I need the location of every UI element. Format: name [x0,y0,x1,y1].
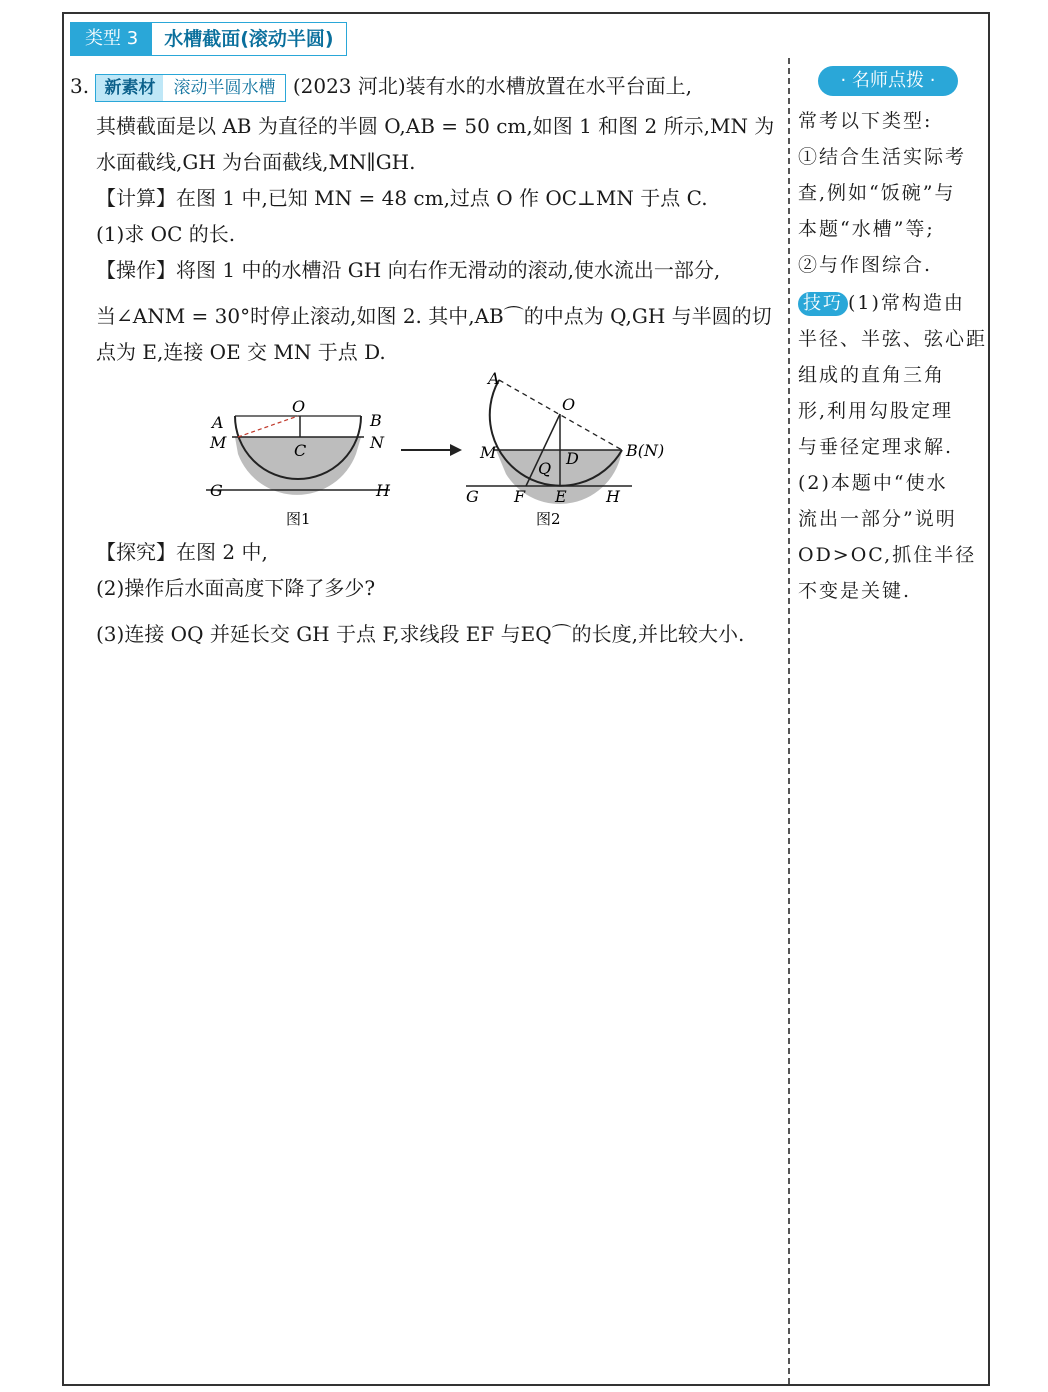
fig2-label-a: A [488,369,500,388]
problem-line-6: 【操作】将图 1 中的水槽沿 GH 向右作无滑动的滚动,使水流出一部分, [96,258,721,282]
sidebar-line-4: 本题“水槽”等; [798,218,935,240]
fig2-label-o: O [562,395,576,414]
type-label: 类型 3 [71,23,152,55]
sidebar-line-2: ①结合生活实际考 [798,146,967,168]
sidebar-tip-line-3: 组成的直角三角 [798,364,946,386]
fig2-label-m: M [480,443,497,462]
problem-line-5: (1)求 OC 的长. [96,222,236,246]
problem-line-11: (3)连接 OQ 并延长交 GH 于点 F,求线段 EF 与EQ⌒的长度,并比较大小. [96,622,745,646]
fig1-label-a: A [212,413,224,432]
material-badge [95,74,286,102]
problem-line-1: (2023 河北)装有水的水槽放置在水平台面上, [292,74,693,98]
figures [196,366,676,536]
sidebar-tip-line-8: OD>OC,抓住半径 [798,544,977,566]
problem-line-10: (2)操作后水面高度下降了多少? [96,576,376,600]
fig2-label-d: D [566,449,579,468]
fig1-label-g: G [210,481,223,500]
badge-new: 新素材 [96,75,163,101]
sidebar-tip-line-2: 半径、半弦、弦心距 [798,328,988,350]
problem-line-2: 其横截面是以 AB 为直径的半圆 O,AB = 50 cm,如图 1 和图 2 所示,MN 为 [96,114,775,138]
sidebar-line-3: 查,例如“饭碗”与 [798,182,956,204]
badge-topic: 滚动半圆水槽 [173,77,276,98]
sidebar-line-5: ②与作图综合. [798,254,933,276]
problem-line-9: 【探究】在图 2 中, [96,540,268,564]
arrow-icon [401,444,462,456]
sidebar-title: · 名师点拨 · [818,66,958,96]
problem-line-8: 点为 E,连接 OE 交 MN 于点 D. [96,340,386,364]
problem-line-7: 当∠ANM = 30°时停止滚动,如图 2. 其中,AB⌒的中点为 Q,GH 与半圆的切 [96,304,772,328]
fig1-label-c: C [294,441,307,460]
fig1-label-b: B [370,411,382,430]
problem-number: 3. [70,74,90,98]
fig2-label-e: E [555,487,567,506]
problem-line-4: 【计算】在图 1 中,已知 MN = 48 cm,过点 O 作 OC⊥MN 于点 C. [96,186,708,210]
sidebar-tip-line-5: 与垂径定理求解. [798,436,954,458]
problem-line-3: 水面截线,GH 为台面截线,MN∥GH. [96,150,416,174]
figure-1 [206,397,391,528]
fig1-label-o: O [292,397,306,416]
sidebar-tip-line-6: (2)本题中“使水 [798,472,948,494]
fig1-label-m: M [210,433,227,452]
sidebar-tip-line-7: 流出一部分”说明 [798,508,957,530]
fig1-label-n: N [370,433,384,452]
fig2-label-b: B(N) [626,441,665,460]
type-header [70,22,347,56]
type-title: 水槽截面(滚动半圆) [152,23,345,55]
sidebar-tip-line-1 [798,288,965,316]
fig1-dashed-om [238,416,298,437]
fig1-caption: 图1 [286,510,311,528]
column-divider [788,58,790,1384]
fig1-label-h: H [376,481,390,500]
fig2-label-q: Q [538,459,552,478]
sidebar-tip-line-9: 不变是关键. [798,580,912,602]
problem-first-line [70,70,692,102]
fig2-label-f: F [514,487,526,506]
tip-text-1: (1)常构造由 [848,292,965,314]
tip-badge: 技巧 [798,292,848,316]
figure-2 [466,369,664,528]
sidebar-tip-line-4: 形,利用勾股定理 [798,400,954,422]
sidebar-line-1: 常考以下类型: [798,110,933,132]
fig2-caption: 图2 [536,510,561,528]
fig2-label-g: G [466,487,479,506]
fig2-label-h: H [606,487,620,506]
